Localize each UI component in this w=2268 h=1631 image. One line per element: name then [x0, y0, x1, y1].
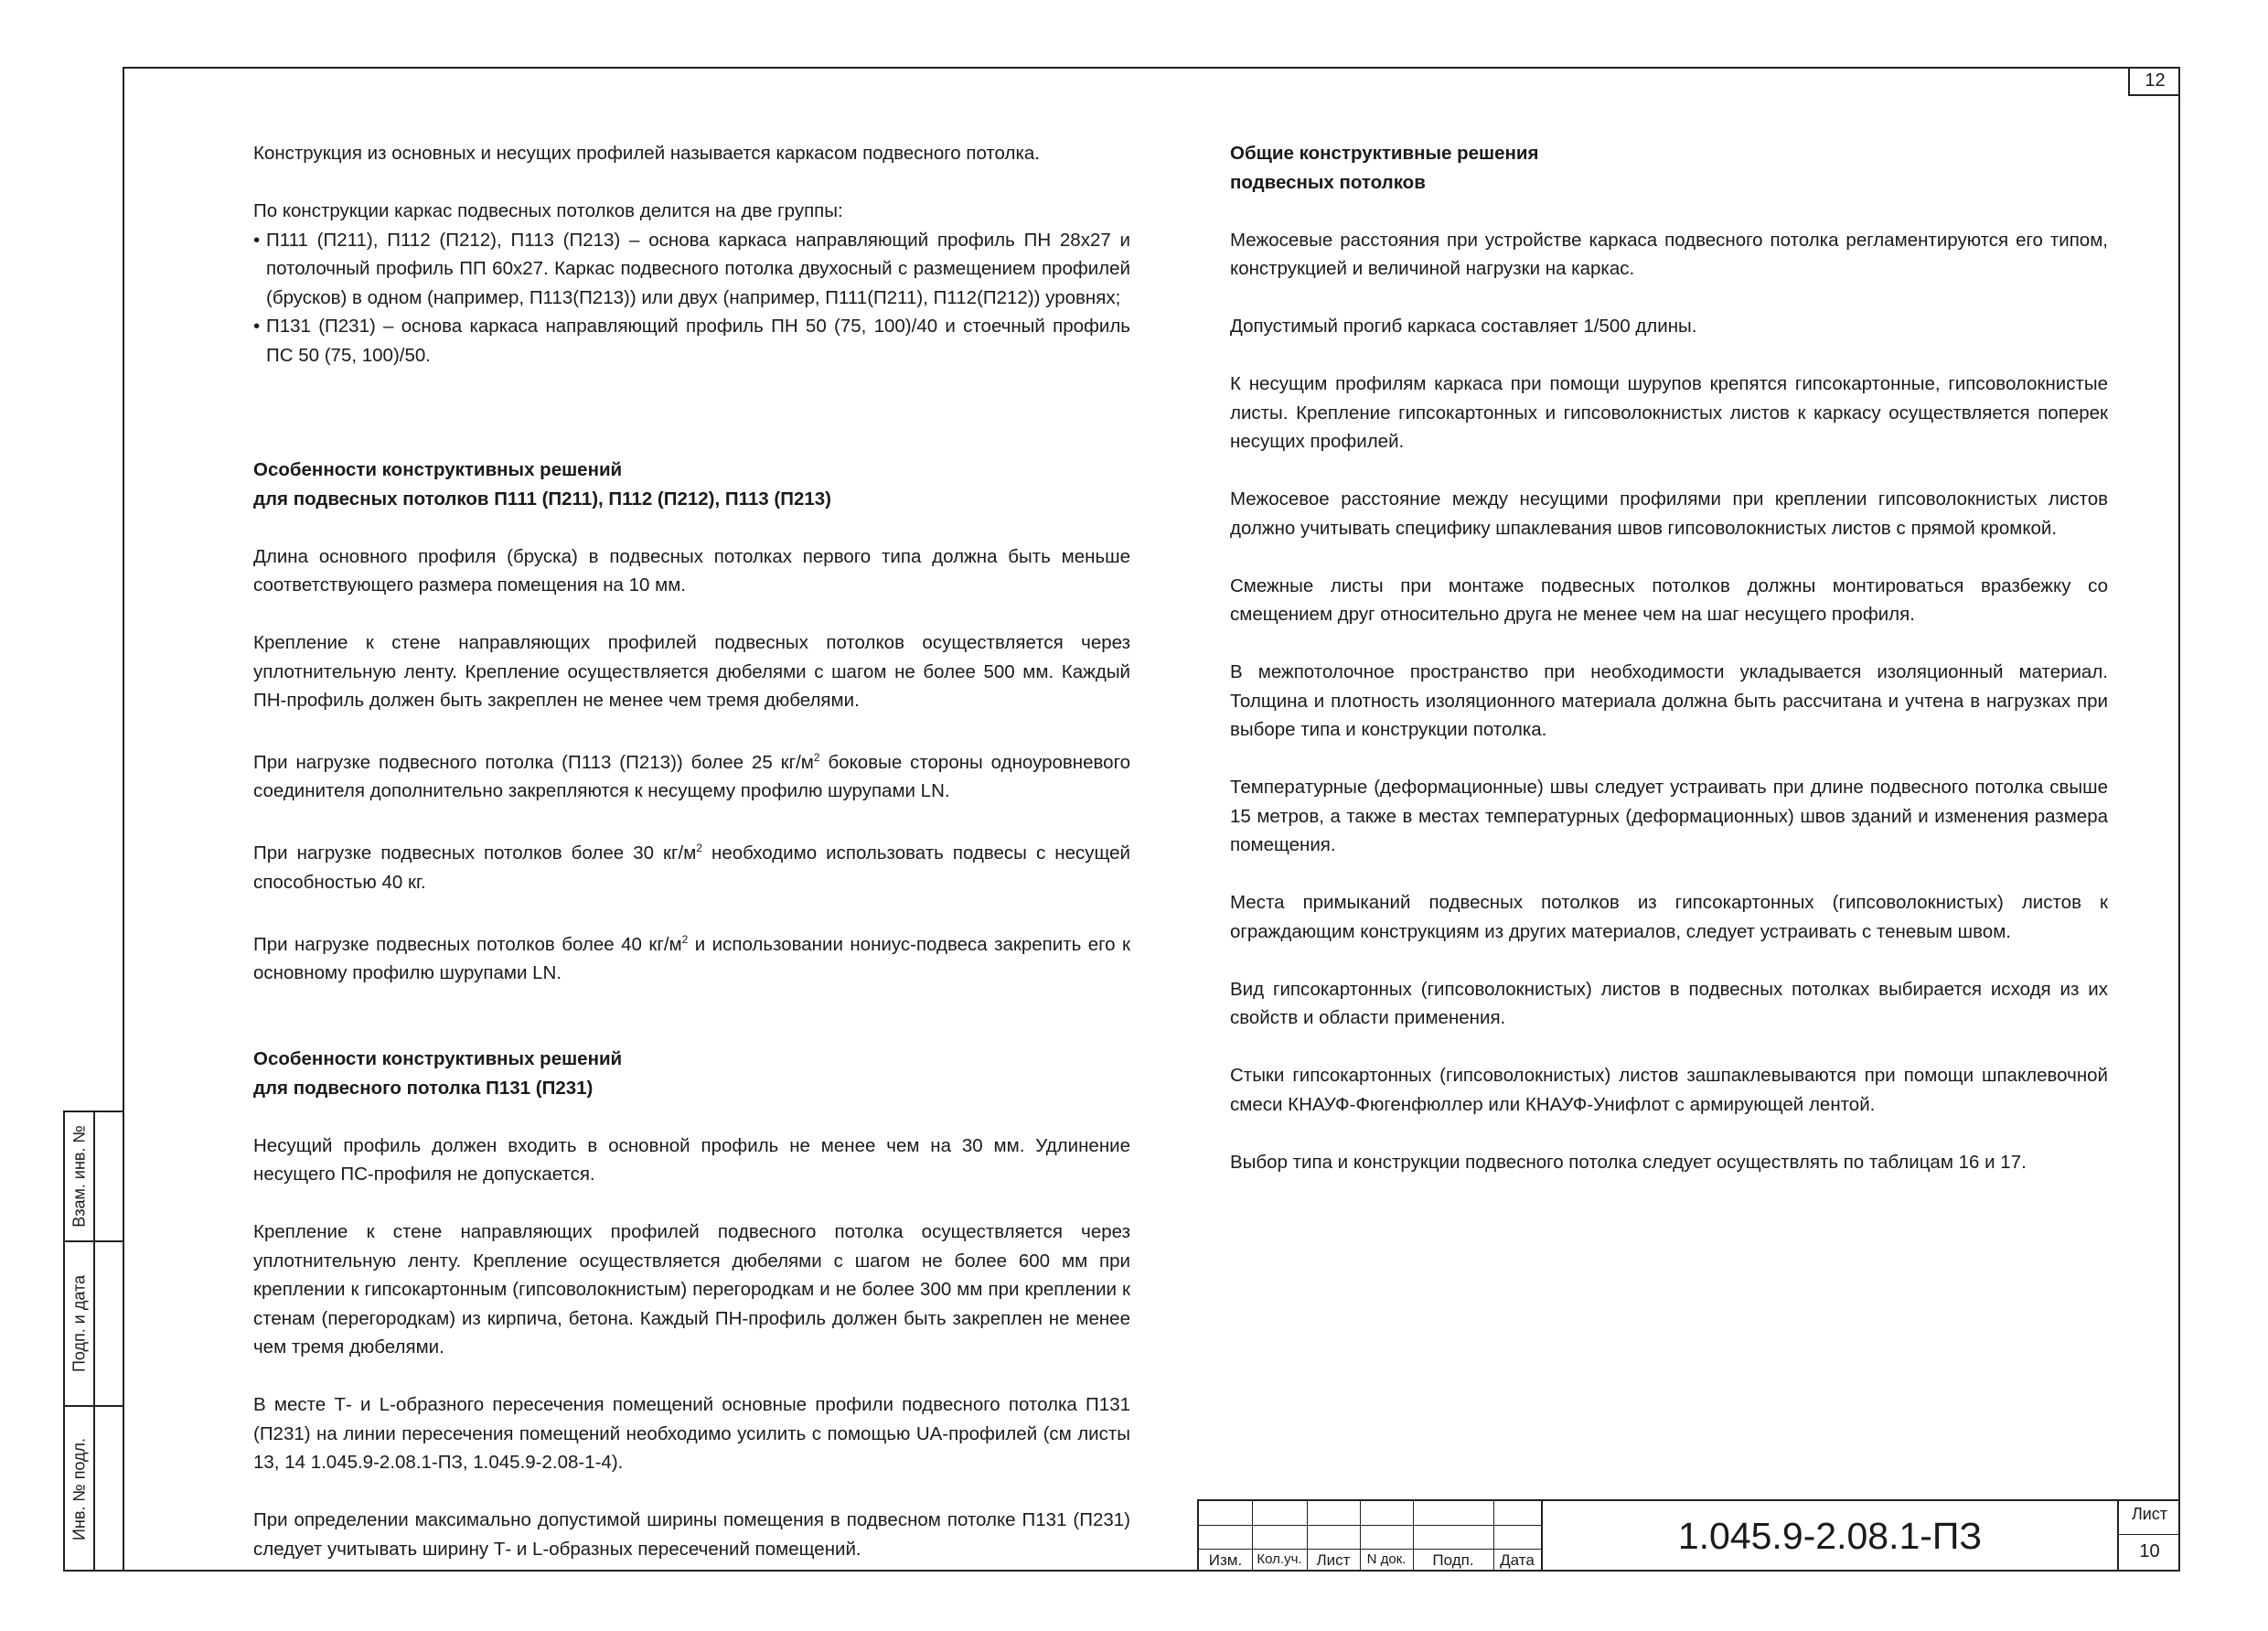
bullet-item: • П111 (П211), П112 (П212), П113 (П213) – основа каркаса направляющий профиль ПН 28х27 и потолочный профиль ПП 60х27. Каркас подвесного потолка двухосный с размещением профилей (брусков) в одном (например, П113(П213)) или двух (например, П111(П211), П112(П212)) уровнях;: [253, 226, 1130, 313]
side-stamp: [63, 1111, 123, 1572]
side-label: Взам. инв. №: [70, 1125, 88, 1228]
revision-table: [1197, 1499, 1541, 1572]
paragraph: Выбор типа и конструкции подвесного потолка следует осуществлять по таблицам 16 и 17.: [1230, 1151, 2027, 1173]
section-heading: Общие конструктивные решения подвесных потолков: [1230, 143, 1539, 193]
paragraph: Смежные листы при монтаже подвесных потолков должны монтироваться вразбежку со смещением друг относительно друга не менее чем на шаг несущего профиля.: [1230, 574, 2108, 625]
sheet-number: 10: [2139, 1541, 2160, 1561]
right-column: [1230, 139, 2108, 1206]
col-list: Лист: [1316, 1551, 1351, 1569]
side-cell-replacement: [65, 1112, 123, 1242]
sheet-label: Лист: [2131, 1505, 2168, 1523]
paragraph: В межпотолочное пространство при необходимости укладывается изоляционный материал. Толщина и плотность изоляционного материала должна быть рассчитана и учтена в нагрузках при выборе типа и конструкции потолка.: [1230, 661, 2108, 740]
side-cell-signature: [65, 1242, 123, 1407]
paragraph: Межосевое расстояние между несущими профилями при креплении гипсоволокнистых листов должно учитывать специфику шпаклевания швов гипсоволокнистых листов с прямой кромкой.: [1230, 488, 2108, 539]
paragraph: Допустимый прогиб каркаса составляет 1/500 длины.: [1230, 316, 1697, 337]
sheet-cell: [2117, 1499, 2180, 1572]
left-column: [253, 139, 1130, 1593]
paragraph: Конструкция из основных и несущих профилей называется каркасом подвесного потолка.: [253, 143, 1040, 164]
paragraph: Вид гипсокартонных (гипсоволокнистых) листов в подвесных потолках выбирается исходя из их свойств и области применения.: [1230, 978, 2108, 1028]
profile-groups: [253, 197, 1130, 370]
paragraph: При нагрузке подвесного потолка (П113 (П213)) более 25 $кг/м^2$ боковые стороны одноуровневого соединителя дополнительно закрепляются к несущему профилю шурупами LN.: [253, 751, 1131, 802]
paragraph: Крепление к стене направляющих профилей подвесных потолков осуществляется через уплотнительную ленту. Крепление осуществляется дюбелями с шагом не более 500 мм. Каждый ПН-профиль должен быть закреплен не менее чем тремя дюбелями.: [253, 632, 1130, 711]
col-izm: Изм.: [1208, 1551, 1243, 1569]
section-heading: Особенности конструктивных решений для подвесного потолка П131 (П231): [253, 1048, 623, 1099]
col-ndok: N док.: [1366, 1551, 1407, 1567]
col-podp: Подп.: [1432, 1551, 1474, 1569]
paragraph: Длина основного профиля (бруска) в подвесных потолках первого типа должна быть меньше соответствующего размера помещения на 10 мм.: [253, 545, 1130, 596]
side-label: Подп. и дата: [70, 1274, 88, 1373]
top-sheet-number: 12: [2128, 67, 2180, 96]
paragraph: К несущим профилям каркаса при помощи шурупов крепятся гипсокартонные, гипсоволокнистые листы. Крепление гипсокартонных и гипсоволокнистых листов к каркасу осуществляется поперек несущих профилей.: [1230, 373, 2108, 452]
paragraph: Температурные (деформационные) швы следует устраивать при длине подвесного потолка свыше 15 метров, а также в местах температурных (деформационных) швов зданий и изменения размера помещения.: [1230, 777, 2108, 855]
section-heading: Особенности конструктивных решений для подвесных потолков П111 (П211), П112 (П212), П113 (П213): [253, 459, 831, 510]
paragraph: Крепление к стене направляющих профилей подвесного потолка осуществляется через уплотнительную ленту. Крепление осуществляется дюбелями с шагом не более 600 мм при креплении к гипсокартонным (гипсоволокнистым) перегородкам и не более 300 мм при креплении к стенам (перегородкам) из кирпича, бетона. Каждый ПН-профиль должен быть закреплен не менее чем тремя дюбелями.: [253, 1221, 1130, 1358]
paragraph-intro: По конструкции каркас подвесных потолков делится на две группы:: [253, 200, 843, 221]
side-cell-inventory: [65, 1407, 123, 1572]
paragraph: Несущий профиль должен входить в основной профиль не менее чем на 30 мм. Удлинение несущего ПС-профиля не допускается.: [253, 1134, 1130, 1186]
title-block: [1197, 1499, 2180, 1572]
col-data: Дата: [1500, 1551, 1535, 1569]
paragraph: Межосевые расстояния при устройстве каркаса подвесного потолка регламентируются его типом, конструкцией и величиной нагрузки на каркас.: [1230, 229, 2108, 279]
col-kolch: Кол.уч.: [1257, 1551, 1302, 1567]
side-label: Инв. № подл.: [70, 1437, 88, 1541]
paragraph: При нагрузке подвесных потолков более 30 $кг/м^2$ необходимо использовать подвесы с несущей способностью 40 кг.: [253, 842, 1130, 893]
paragraph: При определении максимально допустимой ширины помещения в подвесном потолке П131 (П231) следует учитывать ширину Т- и L-образных пересечений помещений.: [253, 1509, 1130, 1560]
paragraph: При нагрузке подвесных потолков более 40 $кг/м^2$ и использовании нониус-подвеса закрепить его к основному профилю шурупами LN.: [253, 932, 1130, 983]
paragraph: Стыки гипсокартонных (гипсоволокнистых) листов зашпаклевываются при помощи шпаклевочной смеси КНАУФ-Фюгенфюллер или КНАУФ-Унифлот с армирующей лентой.: [1230, 1065, 2108, 1115]
document-code: 1.045.9-2.08.1-ПЗ: [1541, 1499, 2117, 1572]
paragraph: В месте Т- и L-образного пересечения помещений основные профили подвесного потолка П131 (П231) на линии пересечения помещений необходимо усилить с помощью UA-профилей (см листы 13, 14 1.045.9-2.08.1-ПЗ, 1.045.9-2.08-1-4).: [253, 1394, 1130, 1474]
bullet-item: • П131 (П231) – основа каркаса направляющий профиль ПН 50 (75, 100)/40 и стоечный профиль ПС 50 (75, 100)/50.: [253, 312, 1130, 370]
paragraph: Места примыканий подвесных потолков из гипсокартонных (гипсоволокнистых) листов к ограждающим конструкциям из других материалов, следует устраивать с теневым швом.: [1230, 892, 2108, 942]
